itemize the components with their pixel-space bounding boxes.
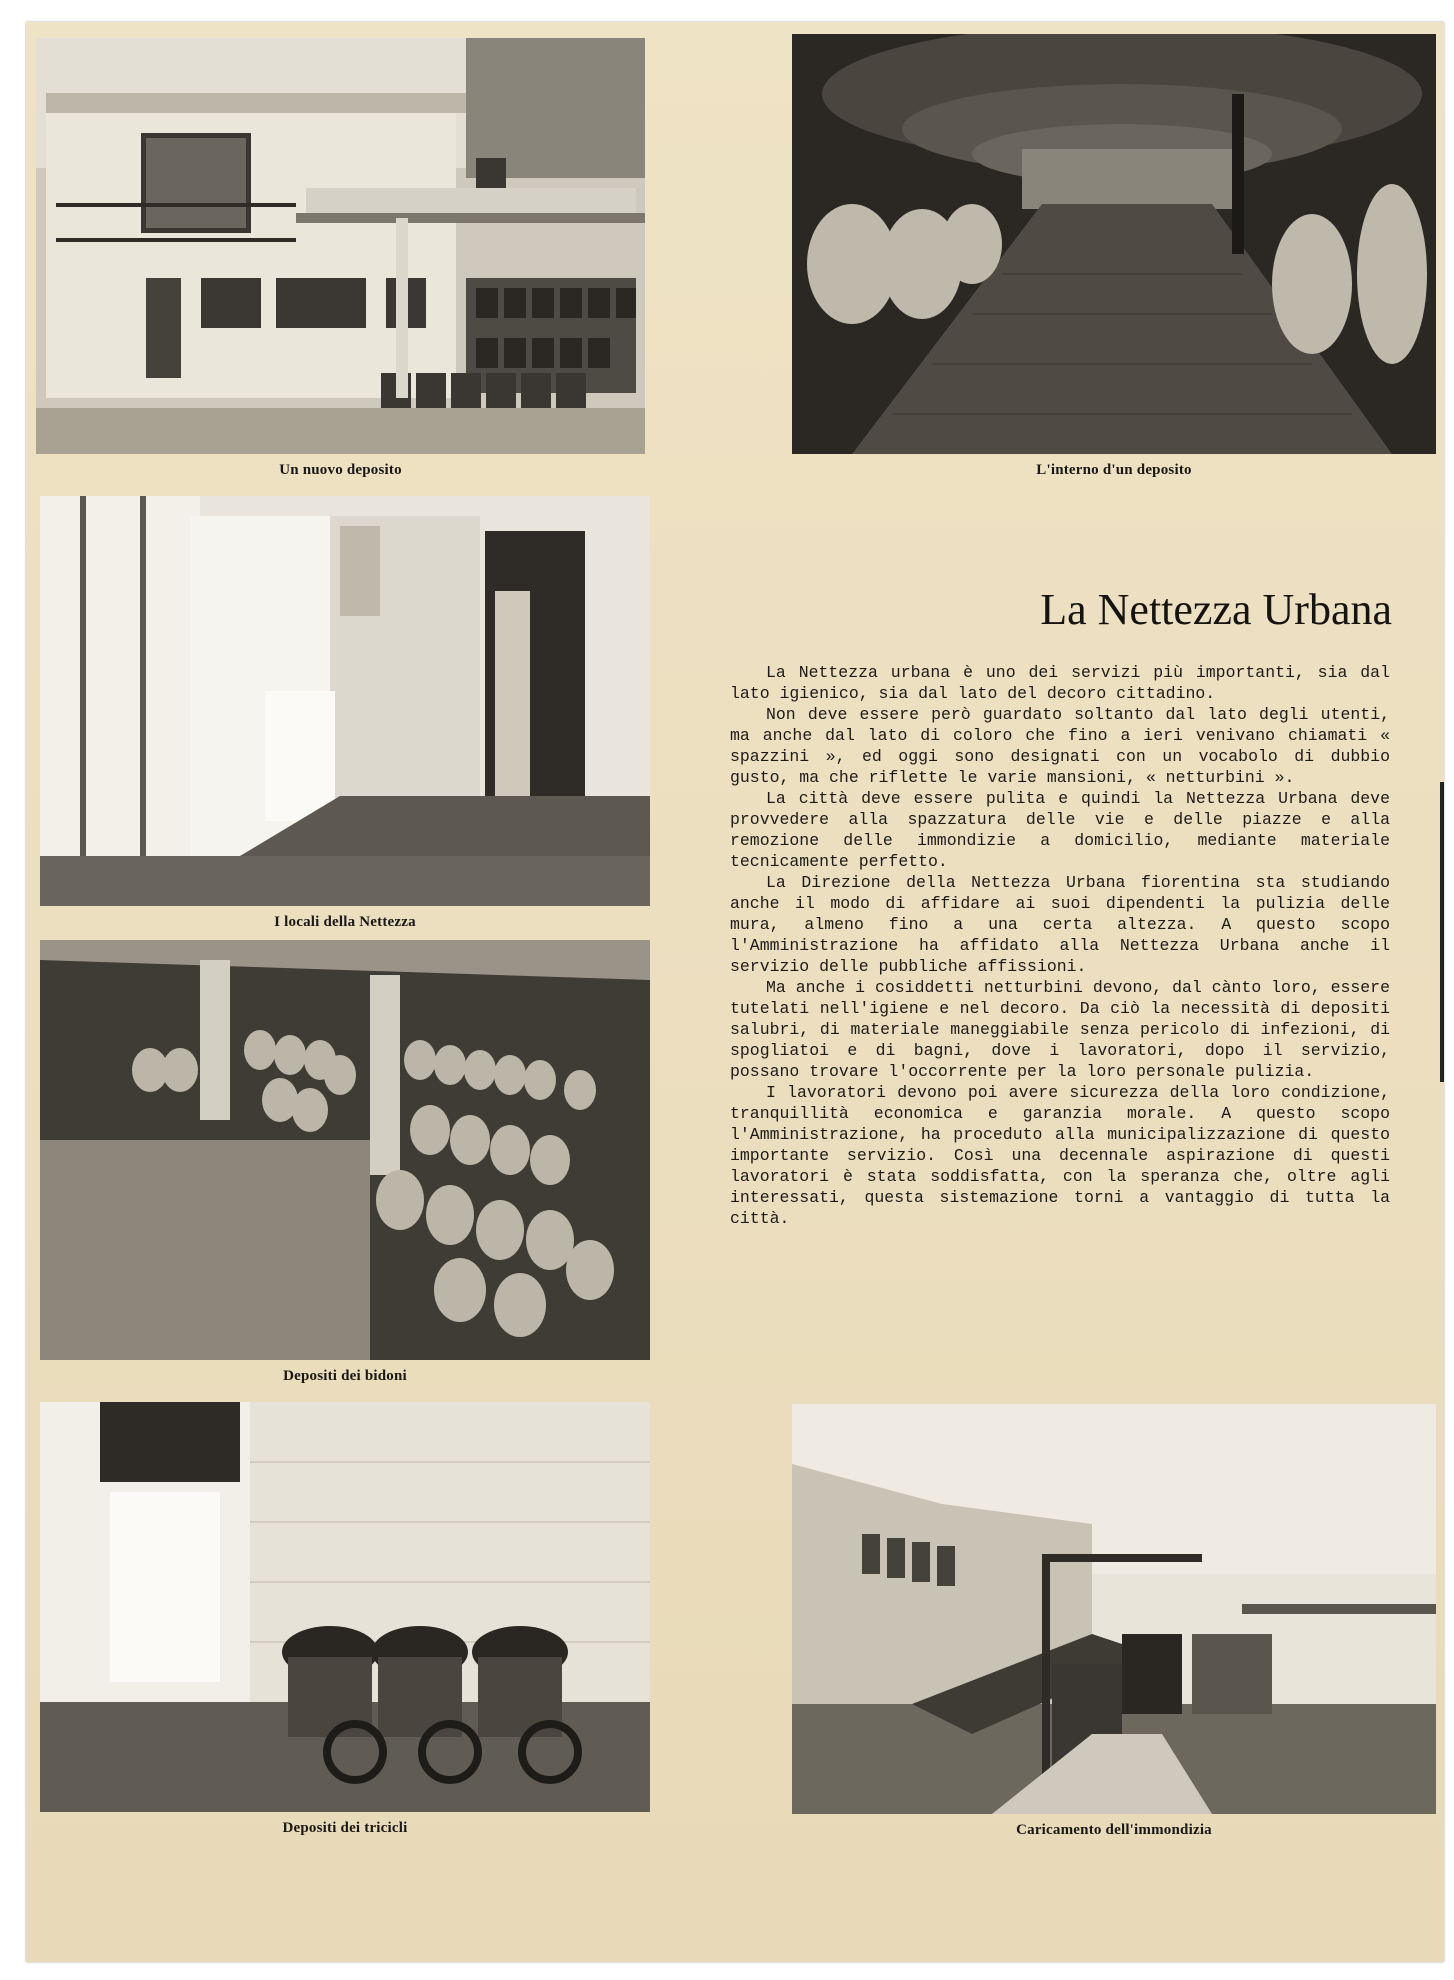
article-body	[730, 662, 1390, 1229]
photo-caption: Caricamento dell'immondizia	[1016, 1822, 1212, 1838]
photo-caption: I locali della Nettezza	[274, 914, 416, 930]
article-paragraph: I lavoratori devono poi avere sicurezza della loro condizione, tranquillità economica e garanzia morale. A questo scopo l'Amministrazione, ha proceduto alla municipalizzazione di questo importante servizio. Così una decennale aspirazione di questi lavoratori è stata soddisfatta, con la speranza che, oltre agli interessati, questa sistemazione torni a vantaggio di tutta la città.	[730, 1083, 1390, 1228]
magazine-page	[26, 22, 1444, 1962]
photo-caption: Depositi dei tricicli	[282, 1820, 408, 1836]
article-paragraph: La Nettezza urbana è uno dei servizi più importanti, sia dal lato igienico, sia dal lato del decoro cittadino.	[730, 663, 1390, 703]
photo-new-depot	[36, 38, 645, 454]
photo-depot-interior	[792, 34, 1436, 454]
photo-caption: Un nuovo deposito	[279, 462, 402, 478]
article-paragraph: La Direzione della Nettezza Urbana fiorentina sta studiando anche il modo di affidare ai suoi dipendenti la pulizia delle mura, almeno fino a una certa altezza. A questo scopo l'Amministrazione ha affidato alla Nettezza Urbana anche il servizio delle pubbliche affissioni.	[730, 873, 1390, 976]
article-paragraph: La città deve essere pulita e quindi la Nettezza Urbana deve provvedere alla spazzatura delle vie e delle piazze e alla remozione delle immondizie a domicilio, mediante materiale tecnicamente perfetto.	[730, 789, 1390, 871]
photo-tricycle-depot	[40, 1402, 650, 1812]
photo-caption: Depositi dei bidoni	[283, 1368, 407, 1384]
photo-waste-loading	[792, 1404, 1436, 1814]
article-title: La Nettezza Urbana	[1040, 585, 1392, 634]
photo-caption: L'interno d'un deposito	[1036, 462, 1192, 478]
article-paragraph: Ma anche i cosiddetti netturbini devono, dal cànto loro, essere tutelati nell'igiene e nel decoro. Da ciò la necessità di depositi salubri, di materiale maneggiabile senza pericolo di infezioni, di spogliatoi e di bagni, dove i lavoratori, dopo il servizio, possano trovare l'occorrente per la loro personale pulizia.	[730, 978, 1390, 1081]
photo-bin-depot	[40, 940, 650, 1360]
photo-facility-rooms	[40, 496, 650, 906]
article-paragraph: Non deve essere però guardato soltanto dal lato degli utenti, ma anche dal lato di coloro che fino a ieri venivano chiamati « spazzini », ed oggi sono designati con un vocabolo di dubbio gusto, ma che riflette le varie mansioni, « netturbini ».	[730, 705, 1390, 787]
